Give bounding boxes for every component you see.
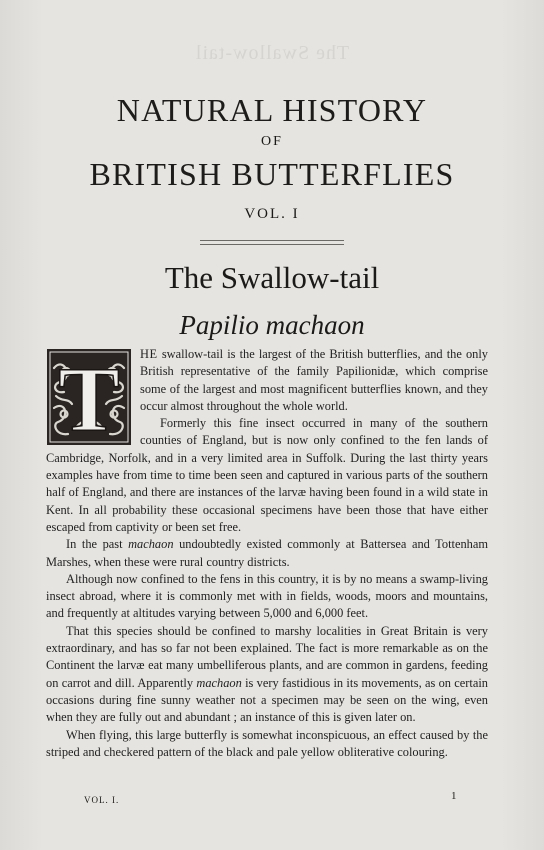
chapter-heading: The Swallow-tail [164,260,380,295]
paragraph-5-text-b: is very fastidious in its movements, as on certain occasions during fine sunny weather not a specimen may be seen on the wing, even when they are fully out and abundant ; an instance of this is given later on. [46,675,488,725]
scientific-name: Papilio machaon [179,310,365,340]
ornamental-drop-cap [46,348,132,446]
body-text [46,346,488,761]
title-block [0,92,544,223]
title-line-3: BRITISH BUTTERFLIES [89,156,455,192]
drop-cap-letter: T [58,348,120,446]
title-line-1: NATURAL HISTORY [116,92,428,128]
page-number: 1 [451,790,457,802]
paragraph-3-text-a: In the past [66,537,129,552]
paragraph-5 [46,623,488,727]
title-line-2: OF [261,134,283,149]
paragraph-5-text-a: That this species should be confined to marshy localities in Great Britain is very extraordinary, and has so far not been explained. The fact is more remarkable as on the Continent the larvæ eat many umbelliferous plants, and are common in gardens, feeding on carrot and dill. Apparently [46,623,488,690]
title-rule [200,240,344,245]
paragraph-1-text: swallow-tail is the largest of the British butterflies, and the only British representative of the family Papilionidæ, which comprise some of the largest and most magnificent butterflies known, and they occur almost throughout the whole world. [140,347,488,413]
signature-mark: VOL. I. [84,795,120,805]
paragraph-5-italic: machaon [196,675,242,690]
paragraph-6: When flying, this large butterfly is somewhat inconspicuous, an effect caused by the striped and checkered pattern of the black and pale yellow obliterative colouring. [46,727,488,759]
paragraph-3 [46,536,488,571]
paragraph-2: Formerly this fine insect occurred in many of the southern counties of England, but is now only confined to the fen lands of Cambridge, Norfolk, and in a very limited area in Suffolk. During the last thirty years examples have from time to time been seen and captured in various parts of the southern half of England, and there are instances of the larvæ having been found in a wild state in Kent. In all probability these occasional specimens have been those that have either escaped from captivity or been set free. [46,416,488,534]
paragraph-3-text-b: undoubtedly existed commonly at Battersea and Tottenham Marshes, when these were rural country districts. [46,537,488,569]
paragraph-3-italic: machaon [128,537,174,552]
paragraph-4: Although now confined to the fens in this country, it is by no means a swamp-living insect abroad, where it is commonly met with in fields, woods, moors and mountains, and frequently at altitudes varying between 5,000 and 6,000 feet. [46,571,488,621]
volume-label: VOL. I [244,206,300,222]
show-through-text: The Swallow-tail [194,42,350,64]
opening-caps: HE [140,347,158,361]
